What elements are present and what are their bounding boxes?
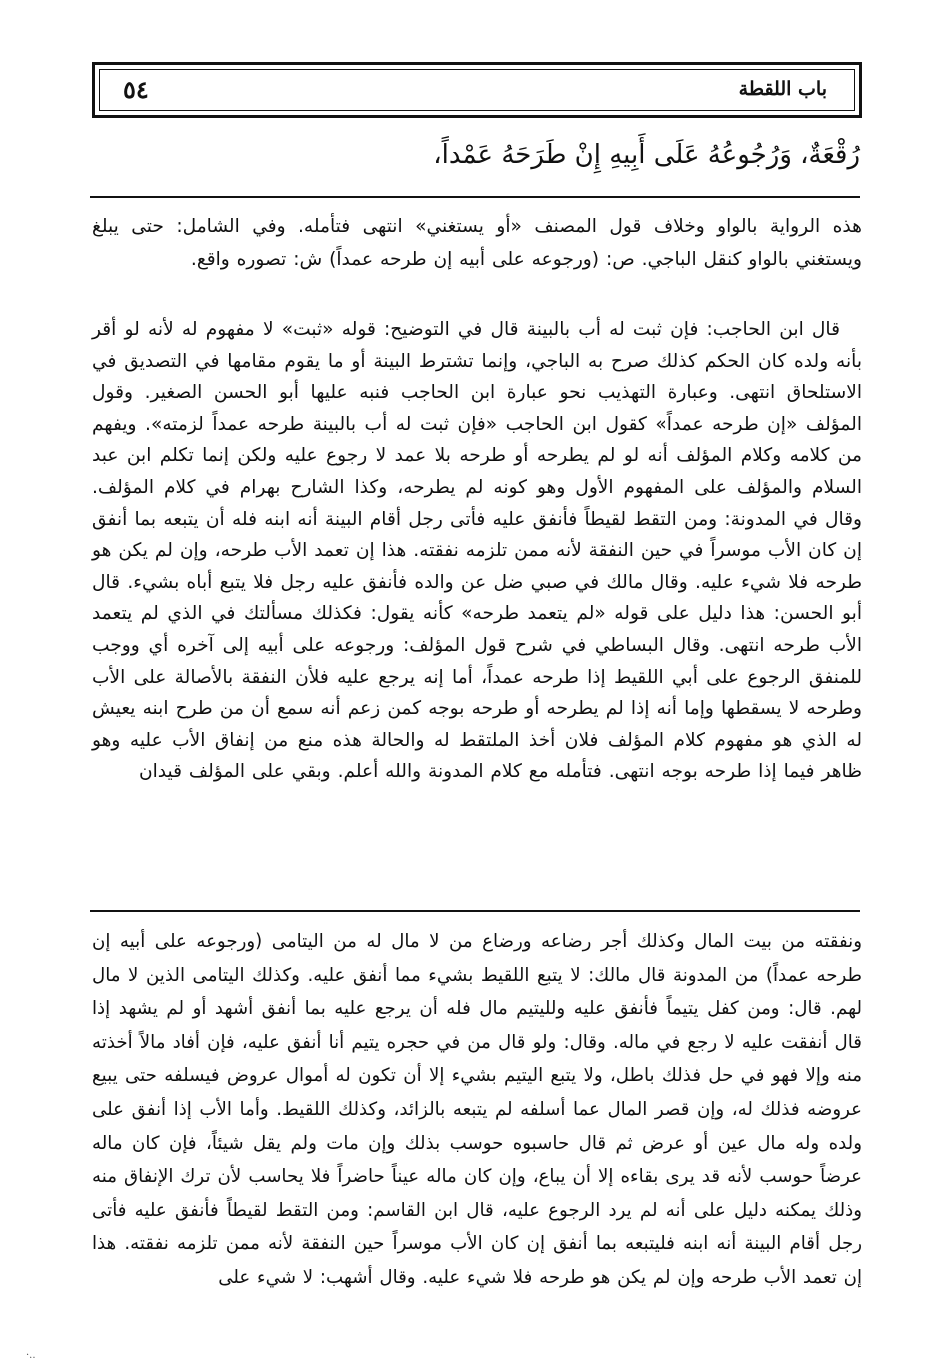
commentary-top-paragraph: هذه الرواية بالواو وخلاف قول المصنف «أو يستغني» انتهى فتأمله. وفي الشامل: حتى يبلغ ويستغني بالواو كنقل الباجي. ص: (ورجوعه على أبيه إن طرحه عمداً) ش: تصوره واقع. bbox=[92, 216, 862, 270]
margin-mark: ·.. bbox=[26, 1350, 36, 1361]
commentary-main-paragraph: قال ابن الحاجب: فإن ثبت له أب بالبينة قال في التوضيح: قوله «ثبت» لا مفهوم له لأنه لو أقر بأنه ولده كان الحكم كذلك صرح به الباجي، وإنما تشترط البينة أو ما يقوم مقامها في التصديق في الاستلحاق انتهى. وعبارة التهذيب نحو عبارة ابن الحاجب فنبه عليها أبو الحسن الصغير. وقول المؤلف «إن طرحه عمداً» كقول ابن الحاجب «فإن ثبت له أب بالبينة طرحه عمداً لزمته». ويفهم من كلامه وكلام المؤلف أنه لو لم يطرحه أو طرحه بلا عمد لا رجوع عليه ولكن إنما تكلم ابن عبد السلام والمؤلف على المفهوم الأول وهو كونه لم يطرحه، وكذا الشارح بهرام في كلام المؤلف. وقال في المدونة: ومن التقط لقيطاً فأنفق عليه فأتى رجل أقام البينة أنه ابنه فله أن يتبعه بما أنفق إن كان الأب موسراً في حين النفقة لأنه ممن تلزمه نفقته. هذا إن تعمد الأب طرحه، وإن لم يكن هو طرحه فلا شيء عليه. وقال مالك في صبي ضل عن والده فأنفق عليه رجل فلا يتبع أباه بشيء. قال أبو الحسن: هذا دليل على قوله «لم يتعمد طرحه» كأنه يقول: فكذلك مسألتك في الذي لم يتعمد الأب طرحه انتهى. وقال البساطي في شرح قول المؤلف: ورجوعه على أبيه إلى آخره أي ووجب للمنفق الرجوع على أبي اللقيط إذا طرحه عمداً، أما إنه يرجع عليه فلأن النفقة بالأصالة على الأب وطرحه لا يسقطها وإما أنه إذا لم يطرحه أو طرحه بوجه كمن زعم أنه سمع أن من طرح ابنه يعيش له الذي هو مفهوم كلام المؤلف فلان أخذ الملتقط له والحالة هذه منع من إنفاق الأب عليه وهو ظاهر فيما إذا طرحه بوجه انتهى. فتأمله مع كلام المدونة والله أعلم. وبقي على المؤلف قيدان bbox=[92, 319, 862, 783]
page-number: ٥٤ bbox=[123, 75, 149, 104]
page-header bbox=[92, 62, 862, 118]
matn-text: رُقْعَةٌ، وَرُجُوعُهُ عَلَى أَبِيهِ إِنْ طَرَحَهُ عَمْداً، bbox=[433, 140, 860, 170]
divider-top bbox=[90, 196, 860, 198]
chapter-title: باب اللقطة bbox=[738, 78, 827, 100]
footnote-paragraph: ونفقته من بيت المال وكذلك أجر رضاعه ورضاع من لا مال له من اليتامى (ورجوعه على أبيه إن طرحه عمداً) من المدونة قال مالك: لا يتبع اللقيط بشيء مما أنفق عليه. وكذلك اليتامى الذين لا مال لهم. قال: ومن كفل يتيماً فأنفق عليه ولليتيم مال فله أن يرجع عليه بما أنفق أشهد أو لم يشهد إذا قال أنفقت عليه لا رجع في ماله. وقال: ولو قال من في حجره يتيم أنا أنفق عليه، فإن أفاد مالاً أخذته منه وإلا فهو في حل فذلك باطل، ولا يتبع اليتيم بشيء إلا أن تكون له أموال عروض فيسلفه حتى يبيع عروضه فذلك له، وإن قصر المال عما أسلفه لم يتبعه بالزائد، وكذلك اللقيط. وأما الأب إذا أنفق على ولده وله مال عين أو عرض ثم قال حاسبوه حوسب بذلك وإن مات ولم يقل شيئاً، فإن كان ماله عرضاً حوسب لأنه قد يرى بقاءه إلا أن يباع، وإن كان ماله عيناً حاضراً فلا يحاسب لأن ترك الإنفاق منه وذلك يمكنه دليل على أنه لم يرد الرجوع عليه، قال ابن القاسم: ومن التقط لقيطاً فأنفق عليه فأتى رجل أقام البينة أنه ابنه فليتبعه بما أنفق إن كان الأب موسراً حين النفقة لأنه ممن تلزمه نفقته. هذا إن تعمد الأب طرحه وإن لم يكن هو طرحه فلا شيء عليه. وقال أشهب: لا شيء على bbox=[92, 931, 862, 1288]
divider-footnote bbox=[90, 910, 860, 912]
